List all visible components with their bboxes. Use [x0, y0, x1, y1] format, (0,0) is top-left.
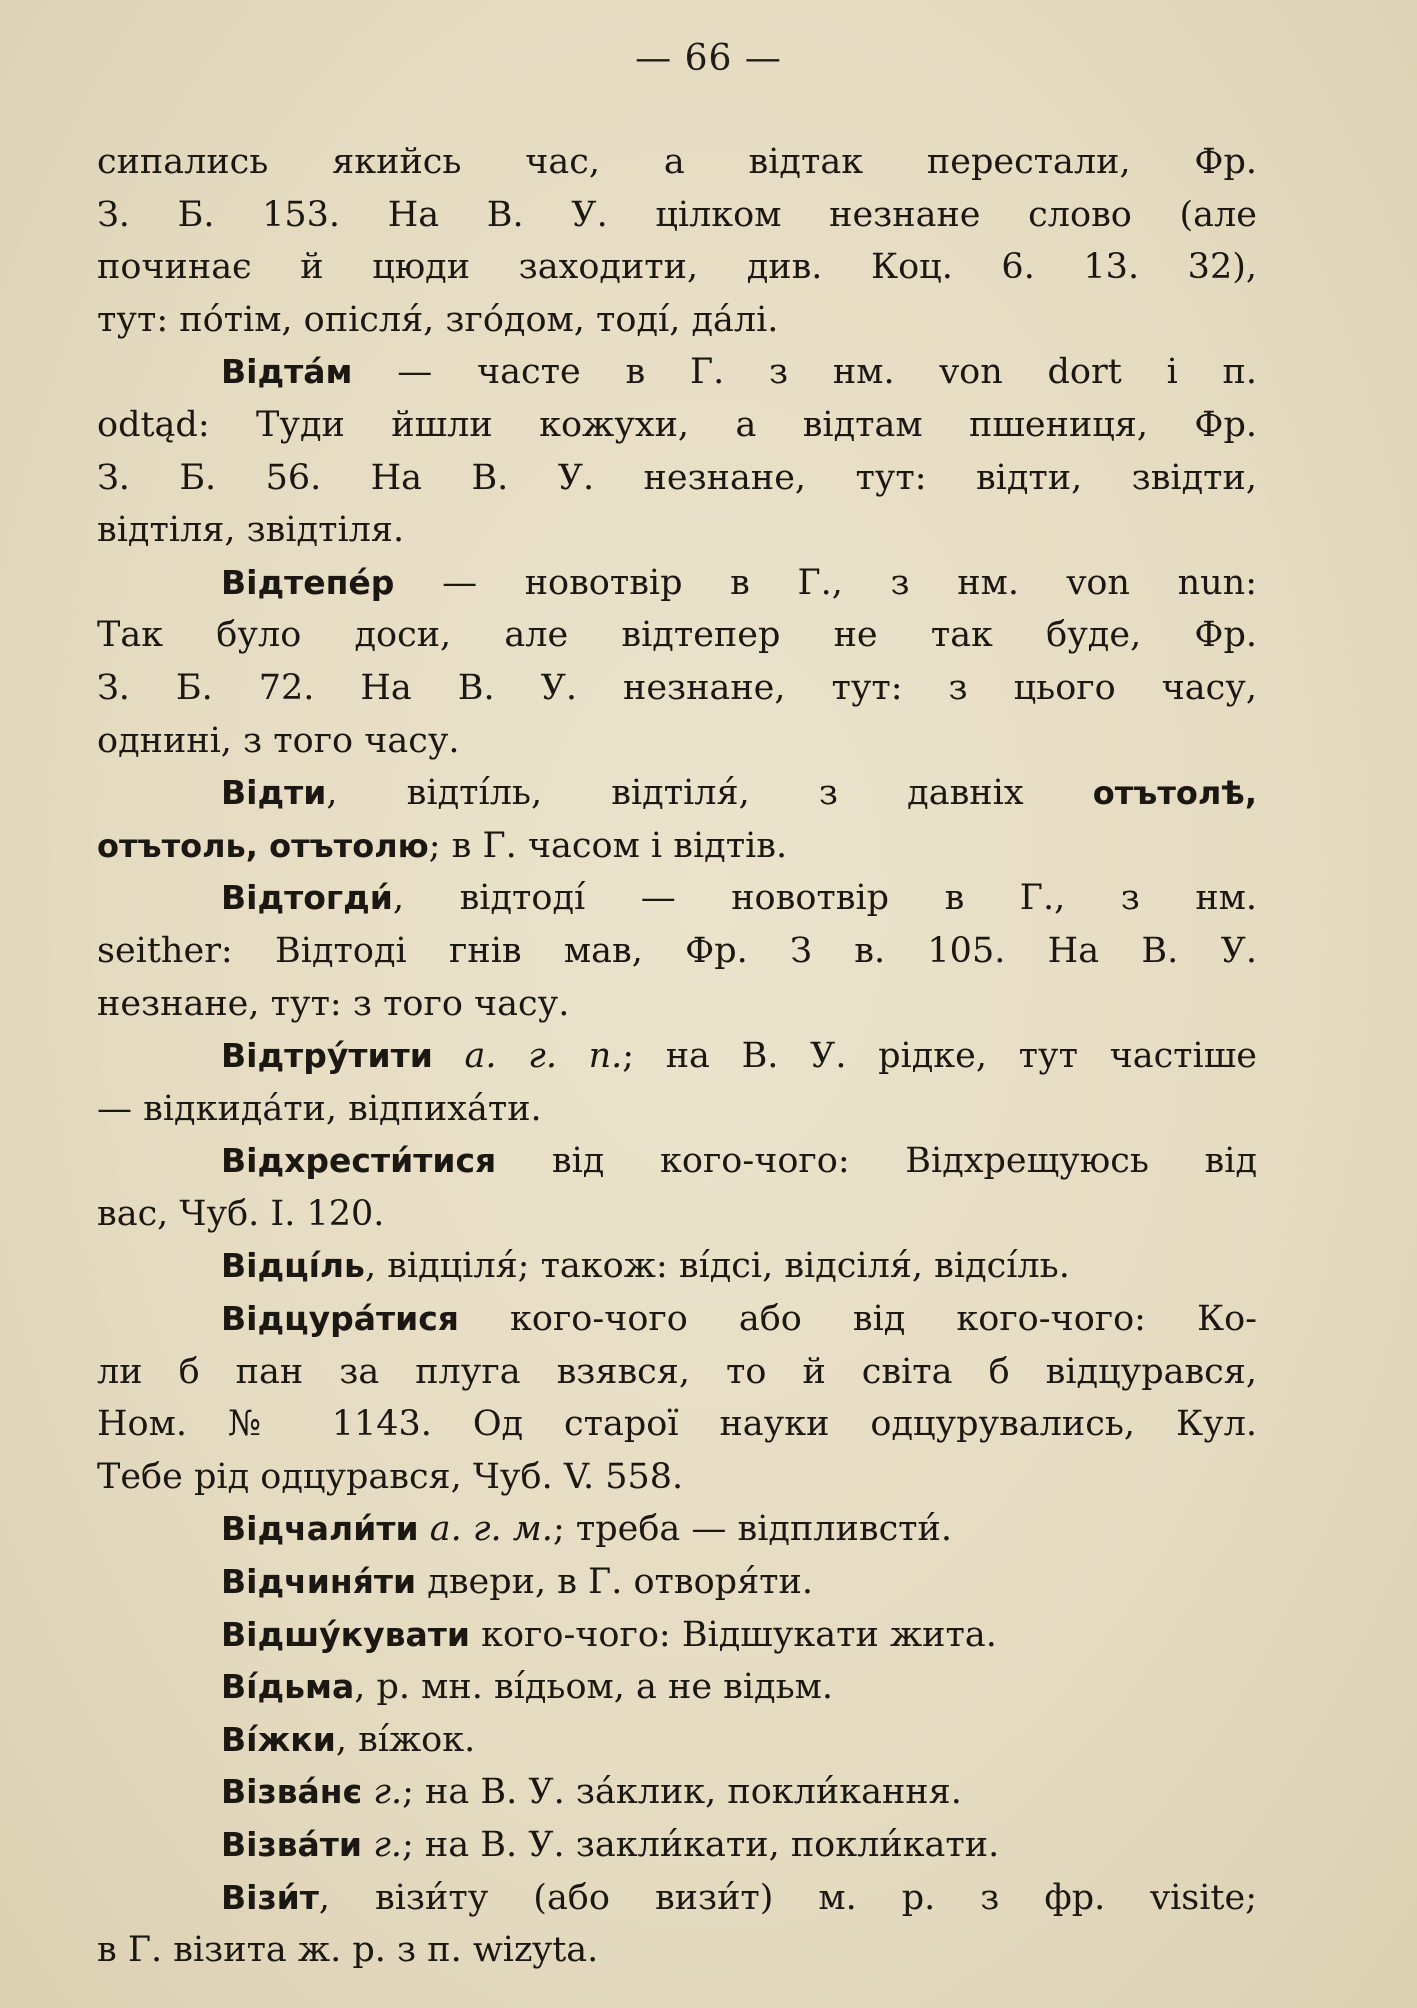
text-run: — новотвір в Г., з нм. von nun:: [394, 562, 1257, 603]
headword: Відчиня́ти: [221, 1562, 417, 1602]
entry-line: [97, 1030, 1257, 1083]
text-line: [97, 609, 1257, 662]
text-run: З. Б. 153. На В. У. цілком незнане слово (але: [97, 194, 1257, 235]
text-line: [97, 978, 1257, 1031]
text-run: , відті́ль, відтіля́, з давніх: [326, 773, 1093, 814]
text-run: незнане, тут: з того часу.: [97, 983, 570, 1024]
text-run: , р. мн. ві́дьом, а не відьм.: [354, 1667, 834, 1708]
text-line: [97, 452, 1257, 505]
text-run: [433, 1036, 465, 1076]
headword: Візва́нє: [221, 1772, 363, 1812]
text-line: [97, 399, 1257, 452]
text-run: сипались якийсь час, а відтак перестали, Фр.: [97, 142, 1257, 182]
text-line: [97, 189, 1257, 242]
text-run: ; треба — відпливсти́.: [552, 1509, 952, 1550]
text-run: ; на В. У. закли́кати, покли́кати.: [402, 1825, 1000, 1865]
text-run: — часте в Г. з нм. von dort і п.: [352, 352, 1257, 393]
text-run: ; на В. У. за́клик, покли́кання.: [402, 1772, 962, 1813]
text-run: кого-чого: Відшукати жита.: [469, 1614, 997, 1655]
text-run: ; в Г. часом і відтів.: [428, 825, 788, 866]
text-line: [97, 504, 1257, 557]
headword: Відтепе́р: [221, 562, 395, 602]
old-slavonic-form: отътолѣ,: [1092, 774, 1257, 813]
text-run: , відтоді́ — новотвір в Г., з нм.: [392, 878, 1257, 919]
headword: Ві́дьма: [221, 1667, 355, 1707]
entry-line: [97, 1819, 1257, 1872]
text-run: відтіля, звідтіля.: [97, 510, 405, 551]
text-run: в Г. візита ж. р. з п. wizyta.: [97, 1930, 599, 1971]
text-run: ; на В. У. рідке, тут частіше: [622, 1036, 1257, 1077]
text-run: , ві́жок.: [335, 1719, 476, 1760]
entry-line: [97, 1556, 1257, 1609]
text-run: [362, 1772, 373, 1812]
text-line: [97, 715, 1257, 768]
headword: Відта́м: [221, 352, 353, 392]
grammar-abbrev: а. г. м.: [429, 1509, 553, 1550]
grammar-abbrev: г.: [373, 1772, 403, 1813]
text-line: [97, 294, 1257, 347]
text-line: [97, 820, 1257, 873]
headword: Відтру́тити: [221, 1036, 433, 1076]
headword: Відчали́ти: [221, 1509, 419, 1549]
headword: Відшу́кувати: [221, 1614, 470, 1654]
text-line: [97, 925, 1257, 978]
text-run: [419, 1509, 430, 1549]
entry-line: [97, 872, 1257, 925]
text-line: [97, 241, 1257, 294]
entry-line: [97, 1240, 1257, 1293]
text-run: вас, Чуб. І. 120.: [97, 1193, 385, 1234]
entry-line: [97, 767, 1257, 820]
text-line: [97, 1924, 1257, 1977]
headword: Відтогди́: [221, 878, 393, 918]
page-number: — 66 —: [635, 38, 782, 79]
text-run: З. Б. 56. На В. У. незнане, тут: відти, звідти,: [97, 457, 1257, 498]
text-run: однині, з того часу.: [97, 720, 460, 761]
text-line: [97, 1451, 1257, 1504]
text-run: , візи́ту (або визи́т) м. р. з фр. visite;: [318, 1877, 1257, 1918]
grammar-abbrev: г.: [373, 1825, 403, 1865]
entry-line: [97, 1503, 1257, 1556]
text-line: [97, 1346, 1257, 1399]
text-line: [97, 1083, 1257, 1136]
headword: Візи́т: [221, 1877, 319, 1917]
text-run: від кого-чого: Відхрещуюсь від: [496, 1141, 1257, 1182]
text-run: починає й цюди заходити, див. Коц. 6. 13. 32),: [97, 247, 1257, 288]
text-run: — відкида́ти, відпиха́ти.: [97, 1088, 542, 1129]
text-run: кого-чого або від кого-чого: Ко-: [458, 1299, 1257, 1340]
entry-line: [97, 557, 1257, 610]
old-slavonic-form: отътоль, отътолю: [97, 826, 429, 865]
headword: Відхрести́тися: [221, 1141, 497, 1181]
text-run: тут: по́тім, опісля́, зго́дом, тоді́, да́лі.: [97, 299, 779, 340]
entry-line: [97, 1661, 1257, 1714]
text-line: [97, 662, 1257, 715]
text-line: [97, 1398, 1257, 1451]
text-run: двери, в Г. отворя́ти.: [416, 1562, 813, 1603]
text-run: Тебе рід одцурався, Чуб. V. 558.: [97, 1456, 684, 1497]
grammar-abbrev: а. г. п.: [464, 1036, 623, 1077]
text-line: [97, 136, 1257, 189]
entry-line: [97, 1135, 1257, 1188]
entry-line: [97, 1293, 1257, 1346]
headword: Відцура́тися: [221, 1299, 459, 1339]
entry-line: [97, 346, 1257, 399]
headword: Відці́ль: [221, 1246, 365, 1286]
text-line: [97, 1188, 1257, 1241]
entry-line: [97, 1872, 1257, 1925]
entry-line: [97, 1609, 1257, 1662]
headword: Ві́жки: [221, 1719, 336, 1759]
entry-line: [97, 1714, 1257, 1767]
text-run: Так було доси, але відтепер не так буде, Фр.: [97, 615, 1257, 656]
text-run: [362, 1825, 373, 1865]
entry-line: [97, 1766, 1257, 1819]
text-run: odtąd: Туди йшли кожухи, а відтам пшениця, Фр.: [97, 404, 1257, 445]
text-run: Ном. № 1143. Од старої науки одцурувались, Кул.: [97, 1404, 1257, 1445]
text-run: seither: Відтоді гнів мав, Фр. З в. 105. На В. У.: [97, 930, 1257, 971]
headword: Візва́ти: [221, 1825, 363, 1864]
headword: Відти: [221, 773, 327, 813]
text-run: З. Б. 72. На В. У. незнане, тут: з цього часу,: [97, 667, 1257, 708]
text-run: , відціля́; також: ві́дсі, відсіля́, відсі́ль.: [364, 1246, 1070, 1287]
text-run: ли б пан за плуга взявся, то й світа б відцурався,: [97, 1351, 1257, 1392]
dictionary-text: [97, 136, 1257, 1977]
